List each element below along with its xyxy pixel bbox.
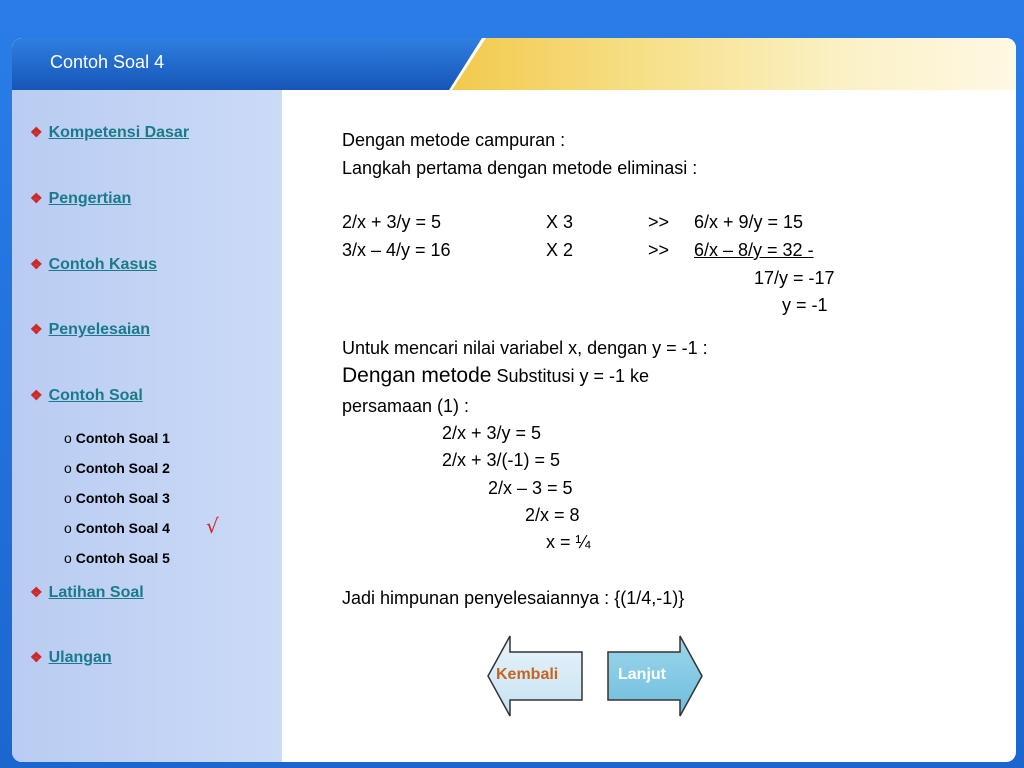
next-button[interactable] <box>606 634 704 718</box>
back-button[interactable] <box>486 634 584 718</box>
sidebar-item-contoh-kasus[interactable] <box>30 256 157 274</box>
equation-1-arrow: >> <box>648 212 670 232</box>
sidebar-item-label: Contoh Soal <box>48 387 143 404</box>
diamond-bullet-icon: ❖ <box>30 124 43 140</box>
sidebar-subitem-contoh-soal-1[interactable] <box>64 430 170 446</box>
header-gold-band <box>452 38 1016 90</box>
current-check-icon: √ <box>206 514 219 538</box>
sidebar-item-label: Pengertian <box>48 190 132 207</box>
sub-bullet: o <box>64 490 72 506</box>
substitution-step-2: 2/x + 3/(-1) = 5 <box>442 450 561 470</box>
diamond-bullet-icon: ❖ <box>30 321 43 337</box>
substitution-method-rest: Substitusi y = -1 ke <box>496 366 650 386</box>
sub-bullet: o <box>64 430 72 446</box>
substitution-step-3: 2/x – 3 = 5 <box>488 478 573 498</box>
header <box>12 38 1016 90</box>
sidebar-item-label: Ulangan <box>48 649 112 666</box>
sidebar-item-label: Kompetensi Dasar <box>48 124 190 141</box>
sidebar-item-latihan-soal[interactable] <box>30 584 144 602</box>
sidebar-item-penyelesaian[interactable] <box>30 321 150 339</box>
slide <box>12 38 1016 762</box>
page-title: Contoh Soal 4 <box>50 52 165 72</box>
sidebar-subitem-contoh-soal-2[interactable] <box>64 460 170 476</box>
sidebar-item-label: Contoh Kasus <box>48 256 158 273</box>
back-button-label: Kembali <box>496 666 559 683</box>
sidebar-subitem-label: Contoh Soal 2 <box>75 460 170 476</box>
sub-bullet: o <box>64 460 72 476</box>
substitution-method-line-2: persamaan (1) : <box>342 396 470 416</box>
diamond-bullet-icon: ❖ <box>30 584 43 600</box>
sidebar-item-kompetensi-dasar[interactable] <box>30 124 189 142</box>
substitution-step-1: 2/x + 3/y = 5 <box>442 423 542 443</box>
sidebar-item-pengertian[interactable] <box>30 190 131 208</box>
diamond-bullet-icon: ❖ <box>30 387 43 403</box>
equation-2-multiplier: X 2 <box>546 240 574 260</box>
sidebar-subitem-label: Contoh Soal 4 <box>75 520 170 536</box>
equation-1-multiplier: X 3 <box>546 212 574 232</box>
elimination-step-2: y = -1 <box>782 295 828 315</box>
diamond-bullet-icon: ❖ <box>30 649 43 665</box>
sidebar-item-contoh-soal[interactable] <box>30 387 143 405</box>
sidebar-item-ulangan[interactable] <box>30 649 112 667</box>
diamond-bullet-icon: ❖ <box>30 256 43 272</box>
diamond-bullet-icon: ❖ <box>30 190 43 206</box>
sidebar-item-label: Penyelesaian <box>48 321 150 338</box>
sidebar-subitem-label: Contoh Soal 1 <box>75 430 170 446</box>
equation-2-result: 6/x – 8/y = 32 - <box>694 240 814 260</box>
sidebar-subitem-label: Contoh Soal 3 <box>75 490 170 506</box>
sidebar-subitem-contoh-soal-3[interactable] <box>64 490 170 506</box>
substitution-step-4: 2/x = 8 <box>525 505 580 525</box>
sub-bullet: o <box>64 550 72 566</box>
substitution-intro: Untuk mencari nilai variabel x, dengan y = -1 : <box>342 338 708 358</box>
intro-line-1: Dengan metode campuran : <box>342 130 566 150</box>
equation-1: 2/x + 3/y = 5 <box>342 212 442 232</box>
substitution-method-big: Dengan metode <box>342 364 492 387</box>
sidebar-subitem-contoh-soal-5[interactable] <box>64 550 170 566</box>
sidebar-item-label: Latihan Soal <box>48 584 144 601</box>
substitution-step-5: x = ¼ <box>546 532 591 552</box>
sidebar-subitem-contoh-soal-4[interactable] <box>64 520 170 536</box>
conclusion: Jadi himpunan penyelesaiannya : {(1/4,-1)} <box>342 588 685 608</box>
equation-2-arrow: >> <box>648 240 670 260</box>
sub-bullet: o <box>64 520 72 536</box>
sidebar-subitem-label: Contoh Soal 5 <box>75 550 170 566</box>
sidebar <box>12 90 282 762</box>
intro-line-2: Langkah pertama dengan metode eliminasi : <box>342 158 698 178</box>
substitution-method <box>342 364 649 388</box>
equation-1-result: 6/x + 9/y = 15 <box>694 212 804 232</box>
elimination-step-1: 17/y = -17 <box>754 268 835 288</box>
next-button-label: Lanjut <box>618 666 666 683</box>
equation-2: 3/x – 4/y = 16 <box>342 240 451 260</box>
